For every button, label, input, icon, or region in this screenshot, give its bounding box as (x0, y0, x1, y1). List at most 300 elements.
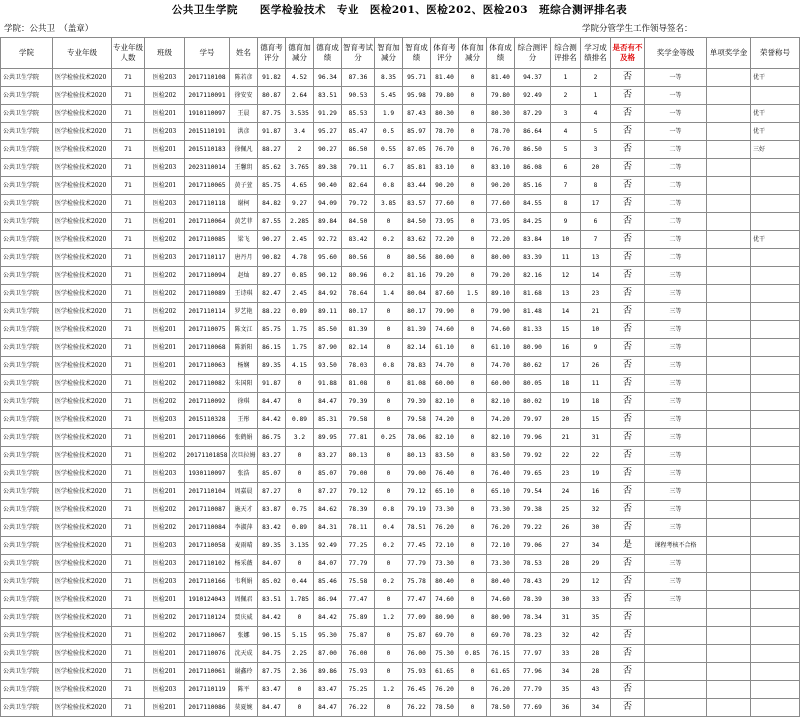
table-cell[interactable]: 20171101858 (185, 447, 230, 465)
table-cell[interactable]: 89.86 (314, 663, 342, 681)
table-cell[interactable] (707, 645, 751, 663)
table-cell[interactable]: 医检203 (145, 123, 185, 141)
table-cell[interactable]: 71 (112, 411, 145, 429)
table-cell[interactable]: 77.09 (403, 609, 431, 627)
table-cell[interactable]: 公共卫生学院 (1, 231, 53, 249)
table-cell[interactable]: 0 (286, 681, 314, 699)
table-cell[interactable] (707, 249, 751, 267)
table-cell[interactable]: 80.02 (515, 393, 551, 411)
table-cell[interactable]: 2017110094 (185, 267, 230, 285)
table-cell[interactable]: 76.20 (431, 519, 459, 537)
table-cell[interactable]: 83.84 (515, 231, 551, 249)
table-cell[interactable]: 否 (611, 177, 645, 195)
table-cell[interactable]: 0.85 (459, 645, 487, 663)
table-cell[interactable]: 杨娴 (230, 357, 258, 375)
table-cell[interactable]: 否 (611, 357, 645, 375)
table-cell[interactable]: 0 (459, 537, 487, 555)
table-cell[interactable]: 公共卫生学院 (1, 483, 53, 501)
table-cell[interactable]: 6 (581, 213, 611, 231)
table-cell[interactable] (707, 339, 751, 357)
table-cell[interactable]: 2017110108 (185, 69, 230, 87)
table-cell[interactable]: 80.17 (403, 303, 431, 321)
table-cell[interactable]: 医检202 (145, 609, 185, 627)
table-cell[interactable]: 公共卫生学院 (1, 393, 53, 411)
table-cell[interactable]: 82.14 (342, 339, 375, 357)
table-cell[interactable]: 85.02 (258, 573, 286, 591)
table-cell[interactable]: 87.05 (403, 141, 431, 159)
table-cell[interactable]: 61.65 (431, 663, 459, 681)
table-cell[interactable]: 90.53 (342, 87, 375, 105)
table-cell[interactable]: 71 (112, 195, 145, 213)
table-cell[interactable]: 0.75 (286, 501, 314, 519)
table-cell[interactable]: 0 (286, 555, 314, 573)
table-cell[interactable]: 2 (551, 87, 581, 105)
table-cell[interactable]: 79.00 (403, 465, 431, 483)
table-cell[interactable]: 92.72 (314, 231, 342, 249)
table-cell[interactable]: 医学检验技术2020 (53, 429, 112, 447)
table-cell[interactable]: 徐琪 (230, 393, 258, 411)
table-cell[interactable]: 医检202 (145, 267, 185, 285)
table-cell[interactable]: 0.8 (375, 501, 403, 519)
table-cell[interactable]: 85.31 (314, 411, 342, 429)
table-cell[interactable]: 24 (551, 483, 581, 501)
table-cell[interactable]: 36 (551, 699, 581, 717)
column-header[interactable]: 学习成绩排名 (581, 38, 611, 69)
table-cell[interactable]: 90.12 (314, 267, 342, 285)
table-cell[interactable]: 医学检验技术2020 (53, 285, 112, 303)
table-cell[interactable]: 公共卫生学院 (1, 285, 53, 303)
table-cell[interactable]: 72.20 (487, 231, 515, 249)
table-cell[interactable]: 0 (459, 609, 487, 627)
table-cell[interactable]: 医检201 (145, 699, 185, 717)
table-cell[interactable]: 医学检验技术2020 (53, 177, 112, 195)
table-cell[interactable]: 医检203 (145, 465, 185, 483)
table-cell[interactable]: 73.30 (431, 555, 459, 573)
table-cell[interactable]: 0 (375, 303, 403, 321)
table-cell[interactable]: 78.50 (487, 699, 515, 717)
table-cell[interactable] (707, 141, 751, 159)
table-cell[interactable]: 90.27 (258, 231, 286, 249)
table-cell[interactable]: 公共卫生学院 (1, 447, 53, 465)
table-cell[interactable]: 79.22 (515, 519, 551, 537)
table-cell[interactable]: 81.40 (487, 69, 515, 87)
table-cell[interactable]: 否 (611, 645, 645, 663)
table-cell[interactable]: 0 (286, 609, 314, 627)
table-cell[interactable]: 2017110092 (185, 393, 230, 411)
table-cell[interactable]: 23 (551, 465, 581, 483)
table-cell[interactable]: 81.40 (431, 69, 459, 87)
table-cell[interactable]: 2015110183 (185, 141, 230, 159)
table-cell[interactable]: 医检201 (145, 213, 185, 231)
table-cell[interactable]: 0 (459, 303, 487, 321)
table-cell[interactable]: 83.47 (258, 681, 286, 699)
table-cell[interactable]: 0.4 (375, 519, 403, 537)
table-cell[interactable]: 0 (375, 339, 403, 357)
table-cell[interactable]: 79.12 (342, 483, 375, 501)
table-cell[interactable]: 86.75 (258, 429, 286, 447)
table-cell[interactable]: 0 (459, 627, 487, 645)
table-cell[interactable]: 19 (551, 393, 581, 411)
table-cell[interactable]: 医学检验技术2020 (53, 609, 112, 627)
table-cell[interactable]: 32 (581, 501, 611, 519)
table-cell[interactable]: 否 (611, 447, 645, 465)
table-cell[interactable]: 5.15 (286, 627, 314, 645)
table-cell[interactable]: 75.58 (342, 573, 375, 591)
table-cell[interactable]: 25 (551, 501, 581, 519)
table-cell[interactable]: 12 (551, 267, 581, 285)
table-cell[interactable]: 60.00 (431, 375, 459, 393)
table-cell[interactable]: 82.14 (403, 339, 431, 357)
table-cell[interactable]: 84.07 (314, 555, 342, 573)
table-cell[interactable]: 医检201 (145, 177, 185, 195)
table-cell[interactable]: 陈平 (230, 681, 258, 699)
column-header[interactable]: 德育考评分 (258, 38, 286, 69)
table-cell[interactable]: 71 (112, 483, 145, 501)
table-cell[interactable]: 否 (611, 429, 645, 447)
table-cell[interactable]: 赵灿 (230, 267, 258, 285)
table-cell[interactable]: 医学检验技术2020 (53, 375, 112, 393)
table-cell[interactable] (645, 699, 707, 717)
column-header[interactable]: 专业年级 (53, 38, 112, 69)
table-cell[interactable]: 16 (551, 339, 581, 357)
table-cell[interactable]: 28 (551, 555, 581, 573)
table-cell[interactable]: 13 (581, 249, 611, 267)
table-cell[interactable]: 2017110086 (185, 699, 230, 717)
table-cell[interactable] (751, 213, 800, 231)
table-cell[interactable]: 2017110124 (185, 609, 230, 627)
table-cell[interactable] (707, 573, 751, 591)
table-cell[interactable]: 77.45 (403, 537, 431, 555)
table-cell[interactable]: 0 (459, 231, 487, 249)
table-cell[interactable]: 2017110066 (185, 429, 230, 447)
table-cell[interactable]: 80.40 (487, 573, 515, 591)
table-cell[interactable]: 0 (375, 213, 403, 231)
table-cell[interactable]: 71 (112, 501, 145, 519)
column-header[interactable]: 单项奖学金 (707, 38, 751, 69)
table-cell[interactable] (707, 69, 751, 87)
table-cell[interactable] (707, 123, 751, 141)
table-cell[interactable]: 徐安安 (230, 87, 258, 105)
table-cell[interactable]: 71 (112, 159, 145, 177)
table-cell[interactable]: 84.50 (342, 213, 375, 231)
table-cell[interactable]: 71 (112, 627, 145, 645)
table-cell[interactable]: 73.95 (487, 213, 515, 231)
table-cell[interactable]: 95.27 (314, 123, 342, 141)
table-cell[interactable]: 医检203 (145, 681, 185, 699)
table-cell[interactable]: 9 (581, 339, 611, 357)
table-cell[interactable]: 医检203 (145, 537, 185, 555)
table-cell[interactable]: 91.88 (314, 375, 342, 393)
table-cell[interactable]: 三好 (751, 141, 800, 159)
table-cell[interactable]: 86.08 (515, 159, 551, 177)
table-cell[interactable] (751, 645, 800, 663)
table-cell[interactable]: 2.36 (286, 663, 314, 681)
table-cell[interactable]: 76.20 (487, 681, 515, 699)
table-cell[interactable]: 0 (459, 465, 487, 483)
table-cell[interactable] (707, 321, 751, 339)
table-cell[interactable]: 76.20 (487, 519, 515, 537)
table-cell[interactable]: 陈新阳 (230, 339, 258, 357)
table-cell[interactable]: 60.00 (487, 375, 515, 393)
table-cell[interactable]: 三等 (645, 447, 707, 465)
table-cell[interactable]: 71 (112, 249, 145, 267)
table-cell[interactable]: 83.57 (403, 195, 431, 213)
table-cell[interactable]: 医学检验技术2020 (53, 537, 112, 555)
table-cell[interactable] (707, 681, 751, 699)
table-cell[interactable]: 医检202 (145, 231, 185, 249)
table-cell[interactable]: 86.50 (515, 141, 551, 159)
table-cell[interactable]: 75.87 (342, 627, 375, 645)
table-cell[interactable]: 否 (611, 249, 645, 267)
table-cell[interactable]: 否 (611, 411, 645, 429)
table-cell[interactable]: 26 (581, 357, 611, 375)
table-cell[interactable] (751, 87, 800, 105)
table-cell[interactable] (707, 303, 751, 321)
table-cell[interactable]: 78.64 (342, 285, 375, 303)
table-cell[interactable]: 0 (375, 411, 403, 429)
table-cell[interactable]: 陈文江 (230, 321, 258, 339)
table-cell[interactable]: 80.30 (487, 105, 515, 123)
table-cell[interactable]: 84.42 (258, 609, 286, 627)
table-cell[interactable]: 20 (551, 411, 581, 429)
table-cell[interactable]: 否 (611, 555, 645, 573)
table-cell[interactable]: 91.87 (258, 375, 286, 393)
table-cell[interactable]: 公共卫生学院 (1, 141, 53, 159)
table-cell[interactable]: 95.71 (403, 69, 431, 87)
table-cell[interactable]: 85.75 (258, 321, 286, 339)
table-cell[interactable]: 一等 (645, 69, 707, 87)
table-cell[interactable]: 二等 (645, 213, 707, 231)
column-header[interactable]: 是否有不及格 (611, 38, 645, 69)
table-cell[interactable]: 医学检验技术2020 (53, 123, 112, 141)
table-cell[interactable] (707, 555, 751, 573)
table-cell[interactable]: 35 (581, 609, 611, 627)
table-cell[interactable]: 79.00 (342, 465, 375, 483)
table-cell[interactable]: 优干 (751, 123, 800, 141)
table-cell[interactable]: 公共卫生学院 (1, 411, 53, 429)
table-cell[interactable]: 0 (459, 357, 487, 375)
table-cell[interactable]: 79.80 (431, 87, 459, 105)
table-cell[interactable]: 80.00 (487, 249, 515, 267)
table-cell[interactable]: 71 (112, 231, 145, 249)
table-cell[interactable]: 否 (611, 141, 645, 159)
table-cell[interactable]: 0 (375, 393, 403, 411)
table-cell[interactable] (707, 267, 751, 285)
table-cell[interactable]: 2.25 (286, 645, 314, 663)
table-cell[interactable]: 1.75 (286, 339, 314, 357)
table-cell[interactable]: 80.90 (487, 609, 515, 627)
table-cell[interactable]: 4.78 (286, 249, 314, 267)
table-cell[interactable]: 79.72 (342, 195, 375, 213)
table-cell[interactable]: 82.64 (342, 177, 375, 195)
table-cell[interactable]: 76.40 (487, 465, 515, 483)
table-cell[interactable]: 医学检验技术2020 (53, 483, 112, 501)
table-cell[interactable]: 73.30 (487, 555, 515, 573)
table-cell[interactable] (751, 339, 800, 357)
table-cell[interactable]: 94.09 (314, 195, 342, 213)
table-cell[interactable] (707, 537, 751, 555)
table-cell[interactable]: 83.47 (314, 681, 342, 699)
table-cell[interactable]: 公共卫生学院 (1, 699, 53, 717)
table-cell[interactable]: 69.70 (431, 627, 459, 645)
table-cell[interactable]: 15 (551, 321, 581, 339)
table-cell[interactable]: 76.00 (342, 645, 375, 663)
table-cell[interactable]: 公共卫生学院 (1, 681, 53, 699)
table-cell[interactable]: 医学检验技术2020 (53, 663, 112, 681)
table-cell[interactable]: 医检201 (145, 591, 185, 609)
table-cell[interactable]: 77.69 (515, 699, 551, 717)
table-cell[interactable]: 43 (581, 681, 611, 699)
table-cell[interactable]: 75.87 (403, 627, 431, 645)
table-cell[interactable] (751, 393, 800, 411)
table-cell[interactable]: 88.27 (258, 141, 286, 159)
table-cell[interactable]: 2017110087 (185, 501, 230, 519)
table-cell[interactable]: 81.39 (342, 321, 375, 339)
table-cell[interactable]: 公共卫生学院 (1, 537, 53, 555)
table-cell[interactable]: 二等 (645, 249, 707, 267)
table-cell[interactable]: 医检203 (145, 573, 185, 591)
table-cell[interactable]: 94.37 (515, 69, 551, 87)
table-cell[interactable] (707, 285, 751, 303)
table-cell[interactable]: 医检202 (145, 501, 185, 519)
table-cell[interactable]: 73.30 (487, 501, 515, 519)
table-cell[interactable]: 83.10 (487, 159, 515, 177)
table-cell[interactable]: 72.20 (431, 231, 459, 249)
table-cell[interactable]: 医学检验技术2020 (53, 357, 112, 375)
table-cell[interactable]: 18 (581, 393, 611, 411)
table-cell[interactable] (751, 303, 800, 321)
table-cell[interactable]: 2017110119 (185, 681, 230, 699)
table-cell[interactable] (751, 249, 800, 267)
table-cell[interactable]: 79.58 (403, 411, 431, 429)
table-cell[interactable]: 医检201 (145, 429, 185, 447)
table-cell[interactable]: 78.39 (515, 591, 551, 609)
table-cell[interactable]: 公共卫生学院 (1, 159, 53, 177)
table-cell[interactable]: 0 (459, 213, 487, 231)
table-cell[interactable] (707, 663, 751, 681)
table-cell[interactable]: 81.33 (515, 321, 551, 339)
table-cell[interactable]: 谢柯 (230, 195, 258, 213)
table-cell[interactable]: 2017110067 (185, 627, 230, 645)
table-cell[interactable]: 80.13 (403, 447, 431, 465)
table-cell[interactable]: 三等 (645, 591, 707, 609)
table-cell[interactable]: 0 (459, 141, 487, 159)
column-header[interactable]: 体育成绩 (487, 38, 515, 69)
table-cell[interactable]: 6 (551, 159, 581, 177)
table-cell[interactable]: 否 (611, 267, 645, 285)
table-cell[interactable]: 79.20 (487, 267, 515, 285)
table-cell[interactable]: 2 (581, 69, 611, 87)
table-cell[interactable] (751, 465, 800, 483)
table-cell[interactable]: 78.11 (342, 519, 375, 537)
table-cell[interactable]: 65.10 (431, 483, 459, 501)
table-cell[interactable]: 71 (112, 663, 145, 681)
table-cell[interactable]: 0 (459, 681, 487, 699)
table-cell[interactable]: 2017110089 (185, 285, 230, 303)
table-cell[interactable]: 公共卫生学院 (1, 357, 53, 375)
table-cell[interactable]: 医学检验技术2020 (53, 141, 112, 159)
table-cell[interactable]: 71 (112, 105, 145, 123)
table-cell[interactable] (645, 663, 707, 681)
table-cell[interactable]: 公共卫生学院 (1, 501, 53, 519)
column-header[interactable]: 智育加减分 (375, 38, 403, 69)
table-cell[interactable]: 三等 (645, 573, 707, 591)
table-cell[interactable]: 76.15 (487, 645, 515, 663)
table-cell[interactable]: 79.39 (342, 393, 375, 411)
table-cell[interactable]: 61.65 (487, 663, 515, 681)
table-cell[interactable]: 徐佩凡 (230, 141, 258, 159)
table-cell[interactable]: 0 (459, 663, 487, 681)
table-cell[interactable]: 90.82 (258, 249, 286, 267)
table-cell[interactable]: 85.47 (342, 123, 375, 141)
table-cell[interactable]: 黄艺菲 (230, 213, 258, 231)
table-cell[interactable]: 0.25 (375, 429, 403, 447)
table-cell[interactable]: 一等 (645, 105, 707, 123)
column-header[interactable]: 综合测评排名 (551, 38, 581, 69)
table-cell[interactable] (707, 483, 751, 501)
table-cell[interactable]: 80.87 (258, 87, 286, 105)
table-cell[interactable]: 医检203 (145, 195, 185, 213)
table-cell[interactable]: 83.51 (258, 591, 286, 609)
table-cell[interactable]: 85.46 (314, 573, 342, 591)
table-cell[interactable]: 88.22 (258, 303, 286, 321)
table-cell[interactable]: 77.97 (515, 645, 551, 663)
table-cell[interactable]: 周嘉晨 (230, 483, 258, 501)
table-cell[interactable]: 84.92 (314, 285, 342, 303)
table-cell[interactable]: 89.95 (314, 429, 342, 447)
table-cell[interactable] (707, 501, 751, 519)
table-cell[interactable]: 78.51 (403, 519, 431, 537)
table-cell[interactable]: 61.10 (487, 339, 515, 357)
table-cell[interactable]: 8 (581, 177, 611, 195)
table-cell[interactable]: 4 (551, 123, 581, 141)
table-cell[interactable]: 2017110076 (185, 645, 230, 663)
table-cell[interactable]: 0.2 (375, 573, 403, 591)
table-cell[interactable]: 71 (112, 375, 145, 393)
table-cell[interactable] (707, 159, 751, 177)
table-cell[interactable]: 0 (459, 411, 487, 429)
table-cell[interactable]: 79.39 (403, 393, 431, 411)
table-cell[interactable]: 2017110104 (185, 483, 230, 501)
table-cell[interactable]: 医检202 (145, 303, 185, 321)
table-cell[interactable]: 公共卫生学院 (1, 375, 53, 393)
table-cell[interactable] (707, 465, 751, 483)
table-cell[interactable]: 王馨玥 (230, 159, 258, 177)
table-cell[interactable]: 71 (112, 645, 145, 663)
table-cell[interactable]: 三等 (645, 285, 707, 303)
table-cell[interactable] (751, 483, 800, 501)
table-cell[interactable]: 32 (551, 627, 581, 645)
table-cell[interactable]: 医检203 (145, 555, 185, 573)
table-cell[interactable]: 2017110068 (185, 339, 230, 357)
table-cell[interactable]: 二等 (645, 159, 707, 177)
table-cell[interactable]: 87.75 (258, 105, 286, 123)
table-cell[interactable]: 78.83 (403, 357, 431, 375)
table-cell[interactable]: 三等 (645, 393, 707, 411)
table-cell[interactable]: 否 (611, 393, 645, 411)
table-cell[interactable]: 医检203 (145, 411, 185, 429)
table-cell[interactable]: 0 (375, 627, 403, 645)
table-cell[interactable] (707, 699, 751, 717)
column-header[interactable]: 智育成绩 (403, 38, 431, 69)
table-cell[interactable]: 95.98 (403, 87, 431, 105)
table-cell[interactable]: 34 (581, 699, 611, 717)
table-cell[interactable]: 85.07 (314, 465, 342, 483)
table-cell[interactable]: 医学检验技术2020 (53, 555, 112, 573)
table-cell[interactable]: 95.30 (314, 627, 342, 645)
column-header[interactable]: 德育成绩 (314, 38, 342, 69)
table-cell[interactable]: 86.15 (258, 339, 286, 357)
